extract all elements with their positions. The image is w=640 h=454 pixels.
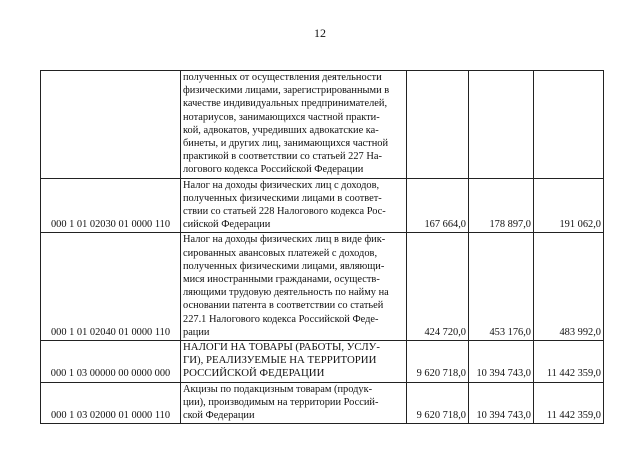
description-line: ской Федерации: [183, 410, 255, 422]
row-value-v1: [407, 71, 469, 179]
description-line: ГИ), РЕАЛИЗУЕМЫЕ НА ТЕРРИТОРИИ: [183, 354, 377, 367]
description-line: полученных физическими лицами, являющи-: [183, 260, 385, 272]
row-code: 000 1 03 02000 01 0000 110: [41, 382, 181, 424]
row-value-v2: 178 897,0: [469, 178, 534, 233]
budget-table: [40, 70, 604, 424]
description-line: сийской Федерации: [183, 219, 271, 231]
row-value-v2: [469, 71, 534, 179]
table-row: [41, 382, 604, 424]
description-line: 227.1 Налогового кодекса Российской Феде-: [183, 313, 379, 325]
row-value-v1: 9 620 718,0: [407, 341, 469, 383]
description-line: Налог на доходы физических лиц в виде фик-: [183, 234, 386, 246]
description-line: ствии со статьей 228 Налогового кодекса Рос-: [183, 206, 386, 218]
description-line: мися иностранными гражданами, осуществ-: [183, 274, 380, 286]
page-number: 12: [314, 26, 326, 40]
row-value-v3: 191 062,0: [534, 178, 604, 233]
description-line: полученных физическими лицами в соответ-: [183, 192, 382, 204]
row-code: 000 1 01 02040 01 0000 110: [41, 233, 181, 341]
description-line: логового кодекса Российской Федерации: [183, 164, 364, 176]
row-description: [181, 382, 407, 424]
row-value-v2: 10 394 743,0: [469, 341, 534, 383]
description-line: Налог на доходы физических лиц с доходов,: [183, 179, 380, 191]
row-description: [181, 341, 407, 383]
description-line: ции), производимым на территории Россий-: [183, 396, 379, 408]
description-line: практикой в соответствии со статьей 227 На-: [183, 151, 382, 163]
row-value-v1: 424 720,0: [407, 233, 469, 341]
row-description: [181, 71, 407, 179]
description-line: полученных от осуществления деятельности: [183, 72, 382, 83]
description-line: сированных авансовых платежей с доходов,: [183, 247, 378, 259]
row-value-v3: 483 992,0: [534, 233, 604, 341]
row-code: 000 1 01 02030 01 0000 110: [41, 178, 181, 233]
description-line: кой, адвокатов, учредивших адвокатские ка-: [183, 124, 379, 136]
row-description: [181, 178, 407, 233]
description-line: РОССИЙСКОЙ ФЕДЕРАЦИИ: [183, 367, 325, 380]
table-row: [41, 341, 604, 383]
description-line: ляющими трудовую деятельность по найму на: [183, 287, 389, 299]
description-line: основании патента в соответствии со статьей: [183, 300, 384, 312]
row-value-v1: 9 620 718,0: [407, 382, 469, 424]
row-value-v2: 453 176,0: [469, 233, 534, 341]
table-row: [41, 71, 604, 179]
description-line: нотариусов, занимающихся частной практи-: [183, 111, 380, 123]
row-value-v3: 11 442 359,0: [534, 341, 604, 383]
description-line: Акцизы по подакцизным товарам (продук-: [183, 383, 373, 395]
table-row: [41, 233, 604, 341]
row-value-v3: [534, 71, 604, 179]
description-line: рации: [183, 326, 210, 338]
row-code: [41, 71, 181, 179]
description-line: бинеты, и других лиц, занимающихся частной: [183, 138, 389, 150]
description-line: качестве индивидуальных предпринимателей,: [183, 98, 388, 110]
row-value-v1: 167 664,0: [407, 178, 469, 233]
row-description: [181, 233, 407, 341]
description-line: НАЛОГИ НА ТОВАРЫ (РАБОТЫ, УСЛУ-: [183, 341, 380, 354]
row-value-v2: 10 394 743,0: [469, 382, 534, 424]
row-value-v3: 11 442 359,0: [534, 382, 604, 424]
description-line: физическими лицами, зарегистрированными в: [183, 85, 390, 97]
row-code: 000 1 03 00000 00 0000 000: [41, 341, 181, 383]
table-row: [41, 178, 604, 233]
